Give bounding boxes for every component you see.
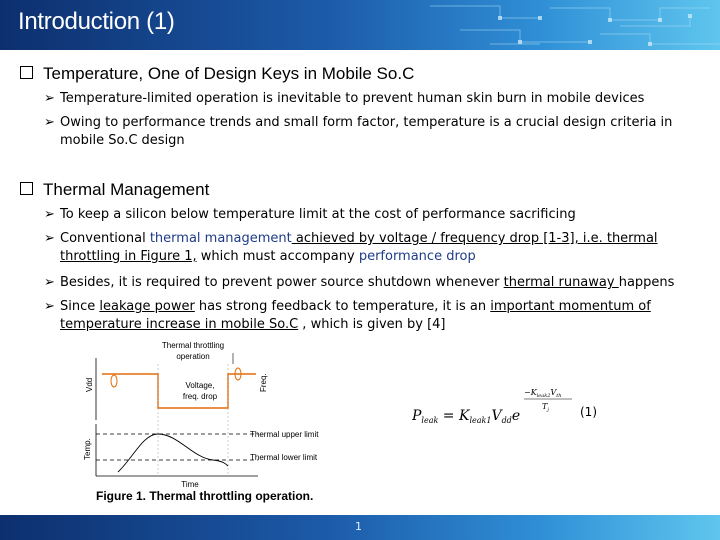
svg-text:Pleak = Kleak1Vdde: $P_{leak} = K_{leak1}V_{dd}e$: [412, 408, 521, 425]
drop-label: Voltage,: [185, 381, 215, 390]
checkbox-bullet-icon: [20, 182, 33, 195]
figure-caption: Figure 1. Thermal throttling operation.: [96, 489, 314, 503]
footer-bar: [0, 515, 720, 540]
bullet-text: Besides, it is required to prevent power source shutdown whenever thermal runaway happens: [60, 275, 675, 290]
bullet-item: [44, 206, 692, 224]
bullet-item: [44, 114, 692, 150]
arrow-bullet-icon: ➢: [44, 299, 55, 314]
temperature-curve: [118, 434, 228, 472]
temp-axis-label: Temp.: [83, 438, 92, 460]
page-number: 1: [355, 520, 362, 533]
bullet-item: [44, 298, 692, 334]
leakage-power-equation: [412, 384, 582, 430]
title-bar: [0, 0, 720, 50]
arrow-bullet-icon: ➢: [44, 275, 55, 290]
vdd-axis-label: Vdd: [85, 377, 94, 392]
throttling-label: Thermal throttling: [161, 341, 225, 350]
section-title: Thermal Management: [43, 180, 210, 199]
circuit-pattern-icon: [390, 0, 720, 50]
arrow-bullet-icon: ➢: [44, 115, 55, 130]
bullet-item: [44, 230, 692, 266]
lower-limit-label: Thermal lower limit: [250, 453, 318, 462]
bullet-text: Since leakage power has strong feedback to temperature, it is an important momentum of temperature increase in mobile So.C , which is given by [4]: [60, 299, 651, 332]
time-axis-label: Time: [181, 480, 199, 489]
bullet-text: Conventional thermal management achieved by voltage / frequency drop [1-3], i.e. thermal throttling in Figure 1, which must accompany performance drop: [60, 231, 658, 264]
section-heading-temperature: [20, 64, 414, 84]
equation-number: (1): [580, 405, 597, 419]
checkbox-bullet-icon: [20, 66, 33, 79]
svg-text:Tj: $T_j$: [542, 402, 549, 413]
slide-title: Introduction (1): [18, 8, 175, 35]
bullet-item: [44, 274, 692, 292]
drop-label: freq. drop: [182, 392, 218, 401]
upper-limit-label: Thermal upper limit: [250, 430, 319, 439]
section-heading-thermal-management: [20, 180, 209, 200]
bullet-text: To keep a silicon below temperature limit at the cost of performance sacrificing: [60, 207, 576, 222]
section-title: Temperature, One of Design Keys in Mobile So.C: [43, 64, 415, 83]
arrow-bullet-icon: ➢: [44, 91, 55, 106]
freq-axis-label: Freq.: [259, 373, 268, 392]
svg-text:−Kleak2Vth: $-K_{leak2}V_{th}$: [524, 388, 562, 399]
thermal-throttling-figure: [78, 338, 348, 490]
bullet-text: Temperature-limited operation is inevitable to prevent human skin burn in mobile devices: [60, 91, 645, 106]
bullet-item: [44, 90, 692, 108]
throttling-label: operation: [176, 352, 210, 361]
arrow-bullet-icon: ➢: [44, 231, 55, 246]
vdd-freq-waveform: [102, 374, 256, 408]
bullet-text: Owing to performance trends and small form factor, temperature is a crucial design criteria in mobile So.C design: [60, 115, 673, 148]
arrow-bullet-icon: ➢: [44, 207, 55, 222]
